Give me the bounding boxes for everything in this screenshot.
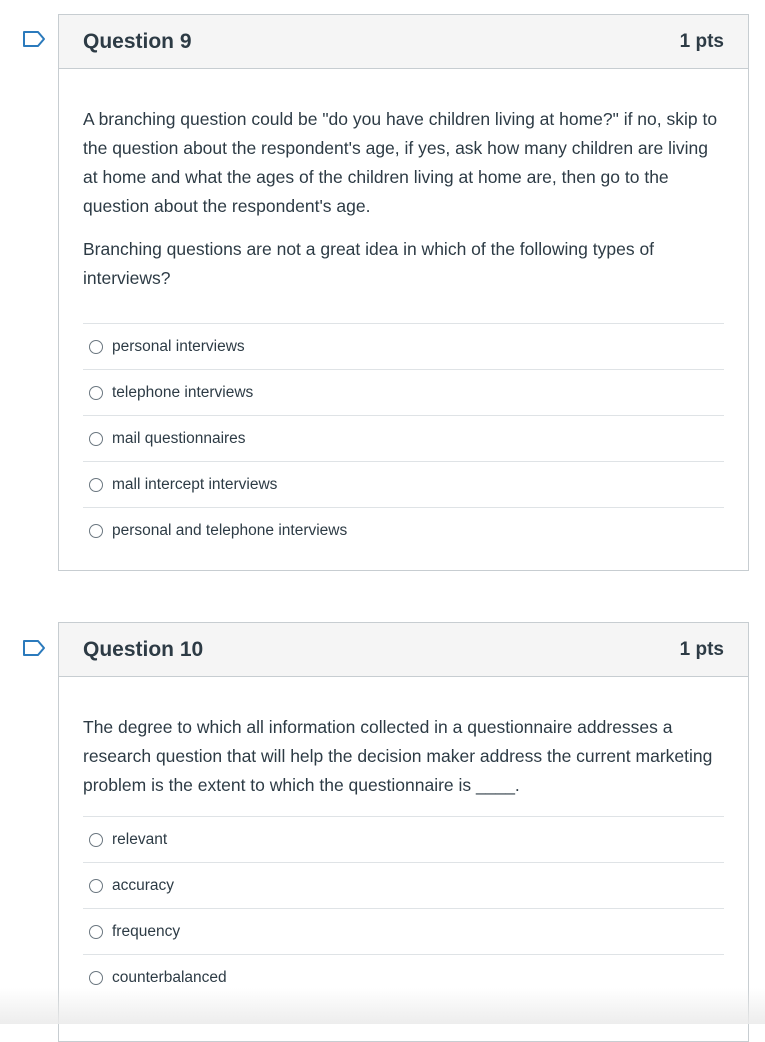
question-paragraph: The degree to which all information collected in a questionnaire addresses a research question that will help the decision maker address the current marketing problem is the extent to which the questionnaire is ____. bbox=[83, 717, 713, 795]
radio-unchecked-icon[interactable] bbox=[89, 478, 103, 492]
flag-question-9-icon[interactable] bbox=[22, 30, 46, 48]
question-9-card bbox=[58, 14, 749, 571]
radio-unchecked-icon[interactable] bbox=[89, 386, 103, 400]
radio-unchecked-icon[interactable] bbox=[89, 971, 103, 985]
answer-label: personal and telephone interviews bbox=[112, 521, 348, 539]
question-text bbox=[83, 713, 724, 800]
answer-option[interactable] bbox=[83, 415, 724, 461]
answer-option[interactable] bbox=[83, 816, 724, 862]
question-text bbox=[83, 105, 724, 293]
answer-option[interactable] bbox=[83, 323, 724, 369]
answer-list bbox=[83, 323, 724, 553]
question-title: Question 9 bbox=[83, 29, 192, 53]
question-points: 1 pts bbox=[679, 30, 724, 52]
answer-label: personal interviews bbox=[112, 337, 245, 355]
answer-option[interactable] bbox=[83, 862, 724, 908]
answer-label: mall intercept interviews bbox=[112, 475, 278, 493]
answer-label: telephone interviews bbox=[112, 383, 254, 401]
question-points: 1 pts bbox=[679, 638, 724, 660]
question-title: Question 10 bbox=[83, 637, 204, 661]
question-paragraph: A branching question could be "do you have children living at home?" if no, skip to the question about the respondent's age, if yes, ask how many children are living at home and what the ages of the children living at home are, then go to the question about the respondent's age. bbox=[83, 109, 718, 216]
answer-label: relevant bbox=[112, 830, 168, 848]
flag-question-10-icon[interactable] bbox=[22, 639, 46, 657]
answer-label: accuracy bbox=[112, 876, 175, 894]
answer-option[interactable] bbox=[83, 908, 724, 954]
radio-unchecked-icon[interactable] bbox=[89, 524, 103, 538]
answer-option[interactable] bbox=[83, 954, 724, 1000]
radio-unchecked-icon[interactable] bbox=[89, 925, 103, 939]
answer-label: frequency bbox=[112, 922, 181, 940]
question-10-header bbox=[59, 623, 748, 677]
radio-unchecked-icon[interactable] bbox=[89, 833, 103, 847]
answer-option[interactable] bbox=[83, 507, 724, 553]
answer-option[interactable] bbox=[83, 461, 724, 507]
answer-list bbox=[83, 816, 724, 1000]
answer-label: mail questionnaires bbox=[112, 429, 246, 447]
question-9-header bbox=[59, 15, 748, 69]
radio-unchecked-icon[interactable] bbox=[89, 432, 103, 446]
answer-label: counterbalanced bbox=[112, 968, 227, 986]
question-paragraph: Branching questions are not a great idea in which of the following types of interviews? bbox=[83, 239, 655, 288]
radio-unchecked-icon[interactable] bbox=[89, 879, 103, 893]
answer-option[interactable] bbox=[83, 369, 724, 415]
question-10-card bbox=[58, 622, 749, 1042]
radio-unchecked-icon[interactable] bbox=[89, 340, 103, 354]
